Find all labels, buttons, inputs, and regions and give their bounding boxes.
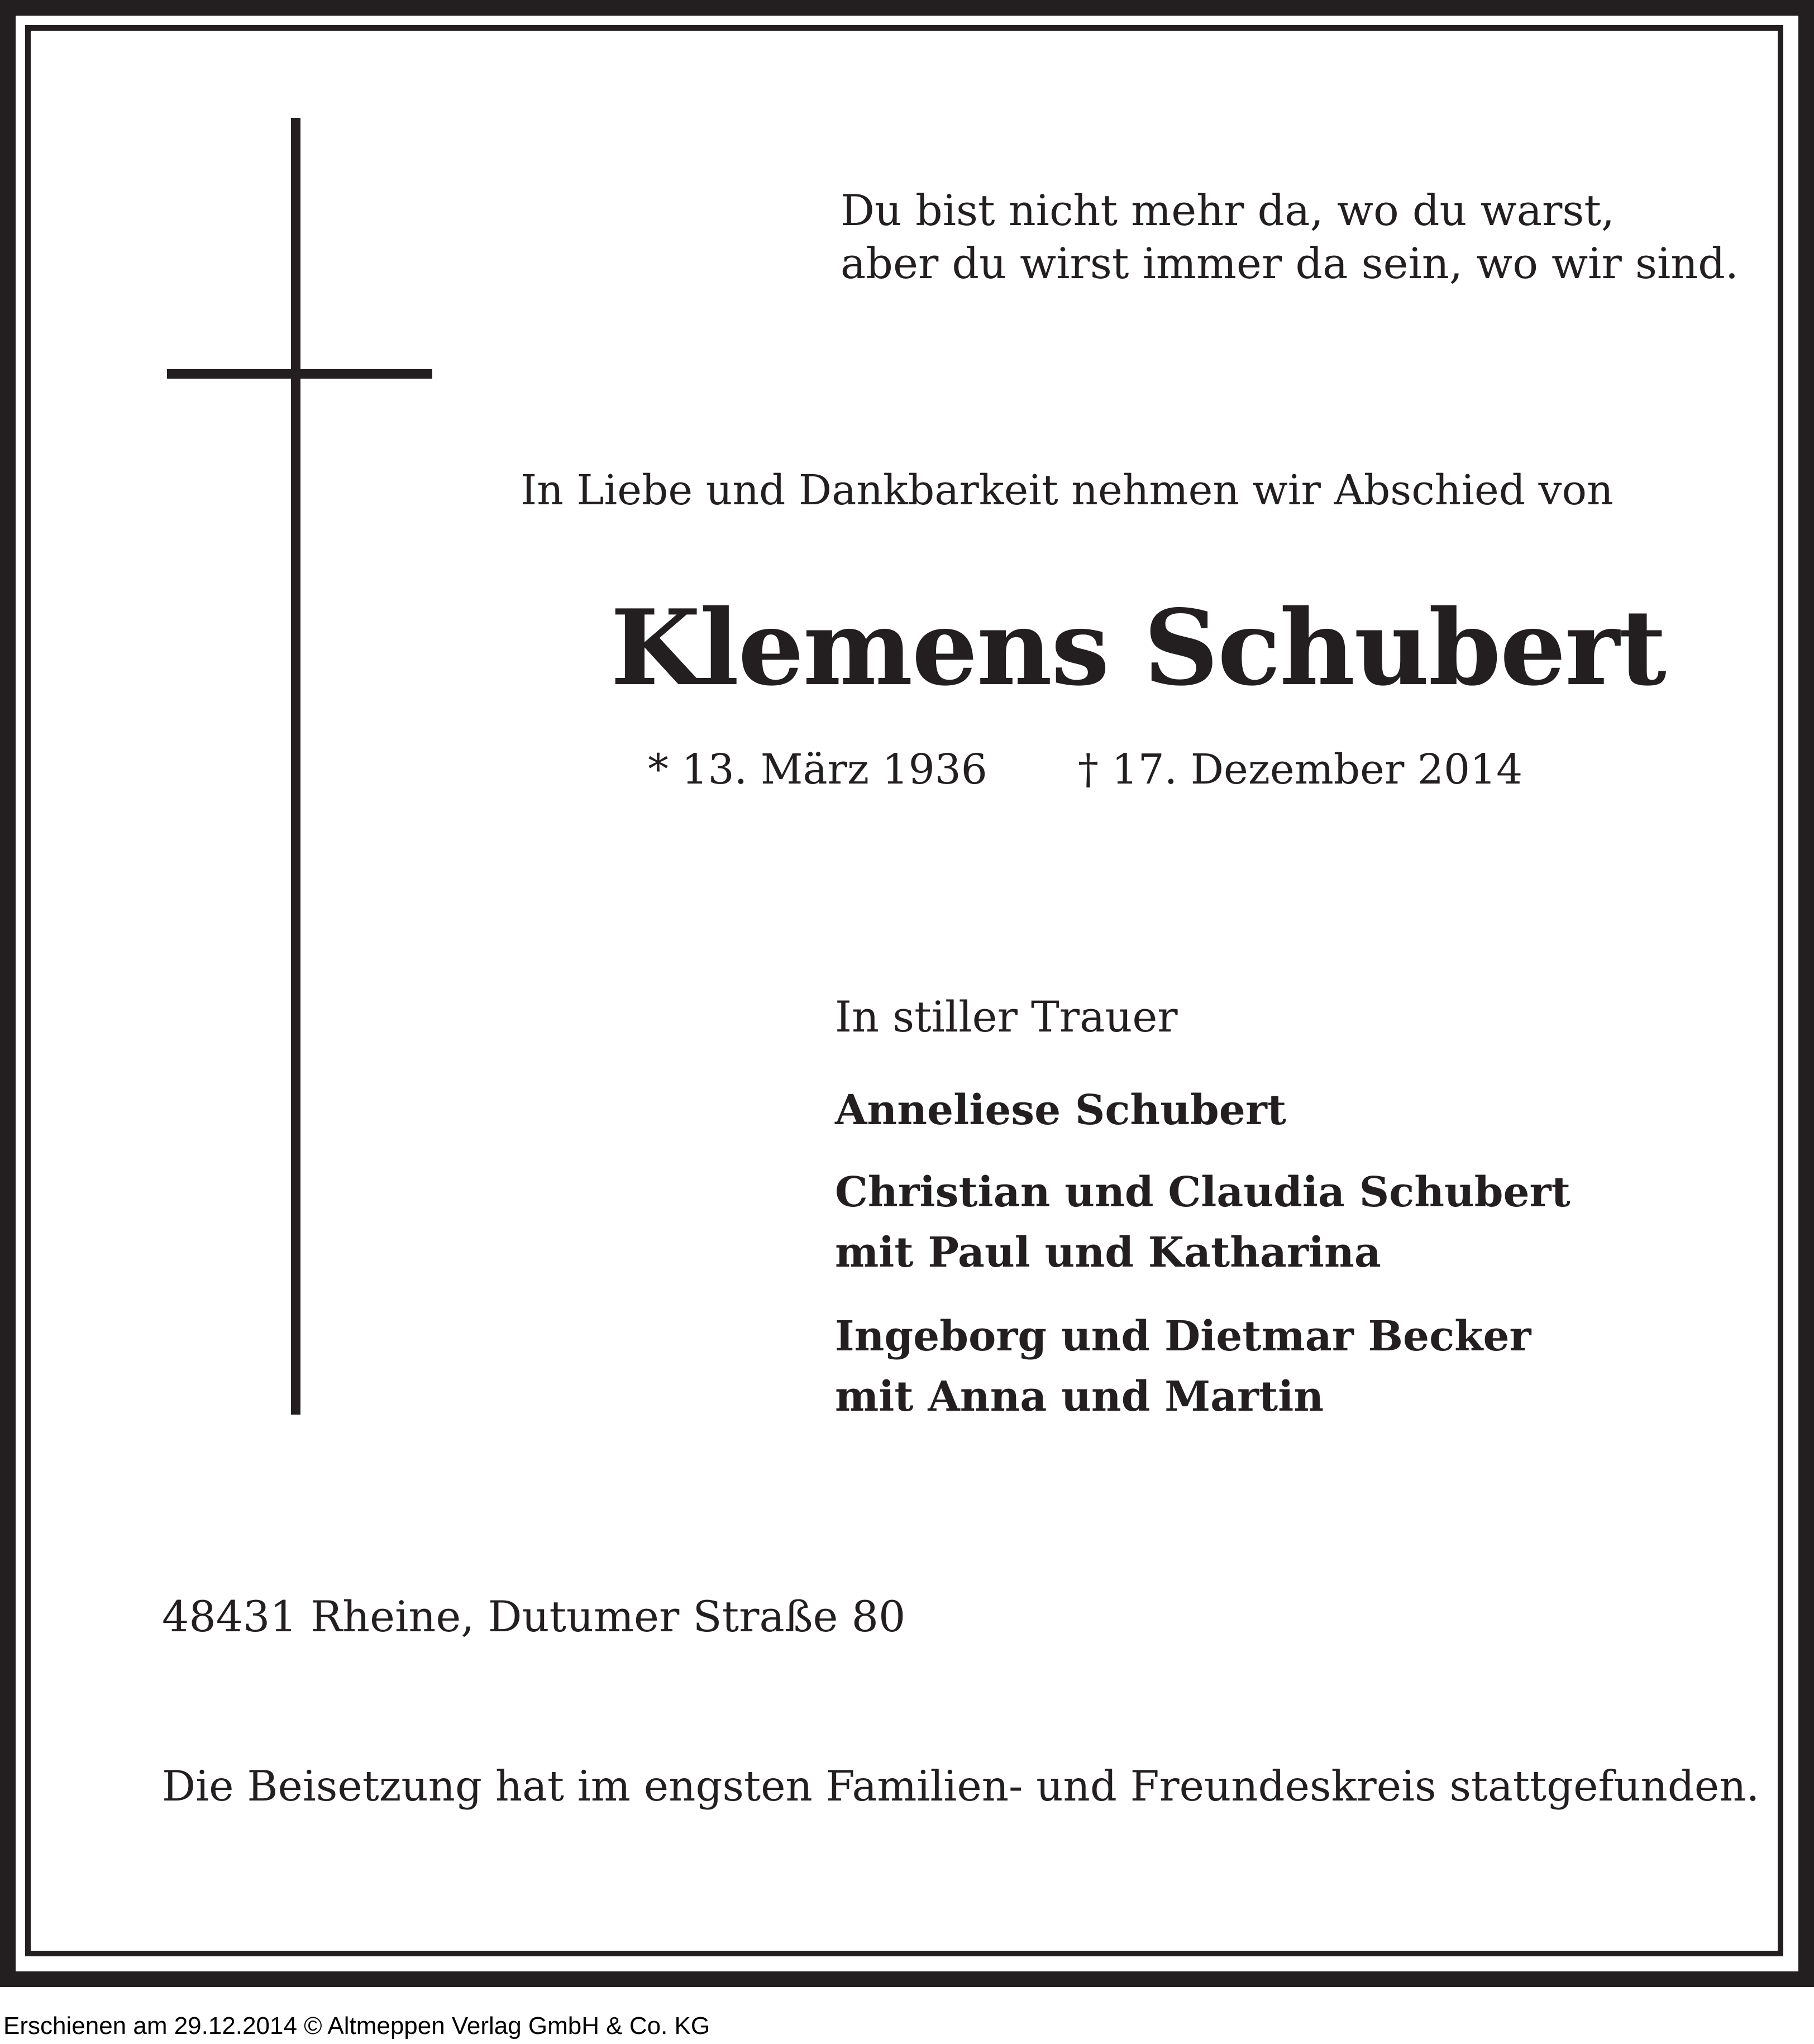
mourning-label: In stiller Trauer <box>835 992 1178 1042</box>
death-date: † 17. Dezember 2014 <box>1078 746 1523 794</box>
quote-line-1: Du bist nicht mehr da, wo du warst, <box>841 185 1615 235</box>
funeral-note: Die Beisetzung hat im engsten Familien- und Freundeskreis stattgefunden. <box>162 1761 1760 1811</box>
cross-horizontal-beam <box>167 369 432 379</box>
mourner-line: Anneliese Schubert <box>835 1086 1287 1134</box>
deceased-name: Klemens Schubert <box>610 586 1665 709</box>
quote-line-2: aber du wirst immer da sein, wo wir sind. <box>841 238 1739 288</box>
cross-vertical-beam <box>291 118 300 1415</box>
publication-footer: Erschienen am 29.12.2014 © Altmeppen Verlag GmbH & Co. KG <box>3 2012 710 2040</box>
mourner-line: mit Anna und Martin <box>835 1373 1324 1421</box>
address: 48431 Rheine, Dutumer Straße 80 <box>162 1592 906 1641</box>
farewell-text: In Liebe und Dankbarkeit nehmen wir Abschied von <box>521 466 1613 514</box>
mourner-line: Ingeborg und Dietmar Becker <box>835 1312 1531 1360</box>
birth-date: * 13. März 1936 <box>648 746 987 794</box>
mourner-line: Christian und Claudia Schubert <box>835 1168 1570 1216</box>
mourner-line: mit Paul und Katharina <box>835 1229 1381 1277</box>
